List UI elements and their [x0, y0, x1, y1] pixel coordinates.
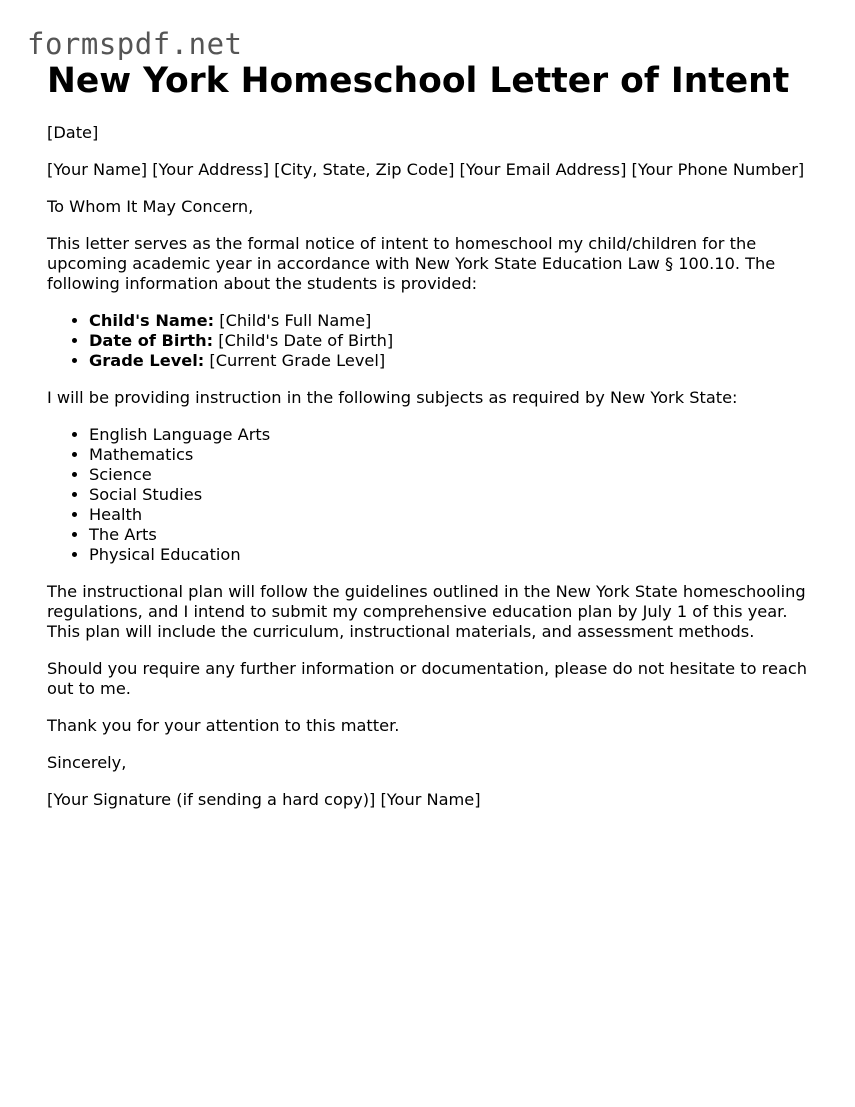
intro-paragraph: This letter serves as the formal notice of intent to homeschool my child/children for the upcoming academic year in accordance with New York State Education Law § 100.10. The following information about the students is provided: [47, 234, 776, 293]
document-title: New York Homeschool Letter of Intent [47, 61, 790, 101]
sender-block: [Your Name] [Your Address] [City, State, Zip Code] [Your Email Address] [Your Phone Number] [47, 160, 805, 179]
subject-list [47, 425, 817, 565]
list-item: • The Arts [89, 525, 817, 545]
closing-line: Sincerely, [47, 753, 127, 772]
subjects-intro: I will be providing instruction in the following subjects as required by New York State: [47, 388, 738, 407]
further-info-paragraph: Should you require any further information or documentation, please do not hesitate to reach out to me. [47, 659, 808, 698]
list-item: • Mathematics [89, 445, 817, 465]
list-item [89, 311, 817, 331]
site-watermark: formspdf.net [27, 27, 243, 61]
list-item: • Science [89, 465, 817, 485]
student-info-value: [Child's Full Name] [219, 311, 372, 330]
student-info-value: [Child's Date of Birth] [218, 331, 394, 350]
thanks-line: Thank you for your attention to this matter. [47, 716, 400, 735]
list-item: • Health [89, 505, 817, 525]
greeting: To Whom It May Concern, [47, 197, 254, 216]
list-item [89, 331, 817, 351]
letter-body [47, 60, 817, 810]
student-info-label: Date of Birth: [89, 331, 214, 350]
list-item: • Physical Education [89, 545, 817, 565]
student-info-label: Child's Name: [89, 311, 215, 330]
student-info-value: [Current Grade Level] [209, 351, 386, 370]
list-item: • English Language Arts [89, 425, 817, 445]
date-placeholder: [Date] [47, 123, 99, 142]
student-info-list [47, 311, 817, 371]
list-item [89, 351, 817, 371]
plan-paragraph: The instructional plan will follow the guidelines outlined in the New York State homeschooling regulations, and I intend to submit my comprehensive education plan by July 1 of this year. This plan will include the curriculum, instructional materials, and assessment methods. [47, 582, 806, 641]
list-item: • Social Studies [89, 485, 817, 505]
signature-line: [Your Signature (if sending a hard copy)] [Your Name] [47, 790, 481, 809]
student-info-label: Grade Level: [89, 351, 205, 370]
